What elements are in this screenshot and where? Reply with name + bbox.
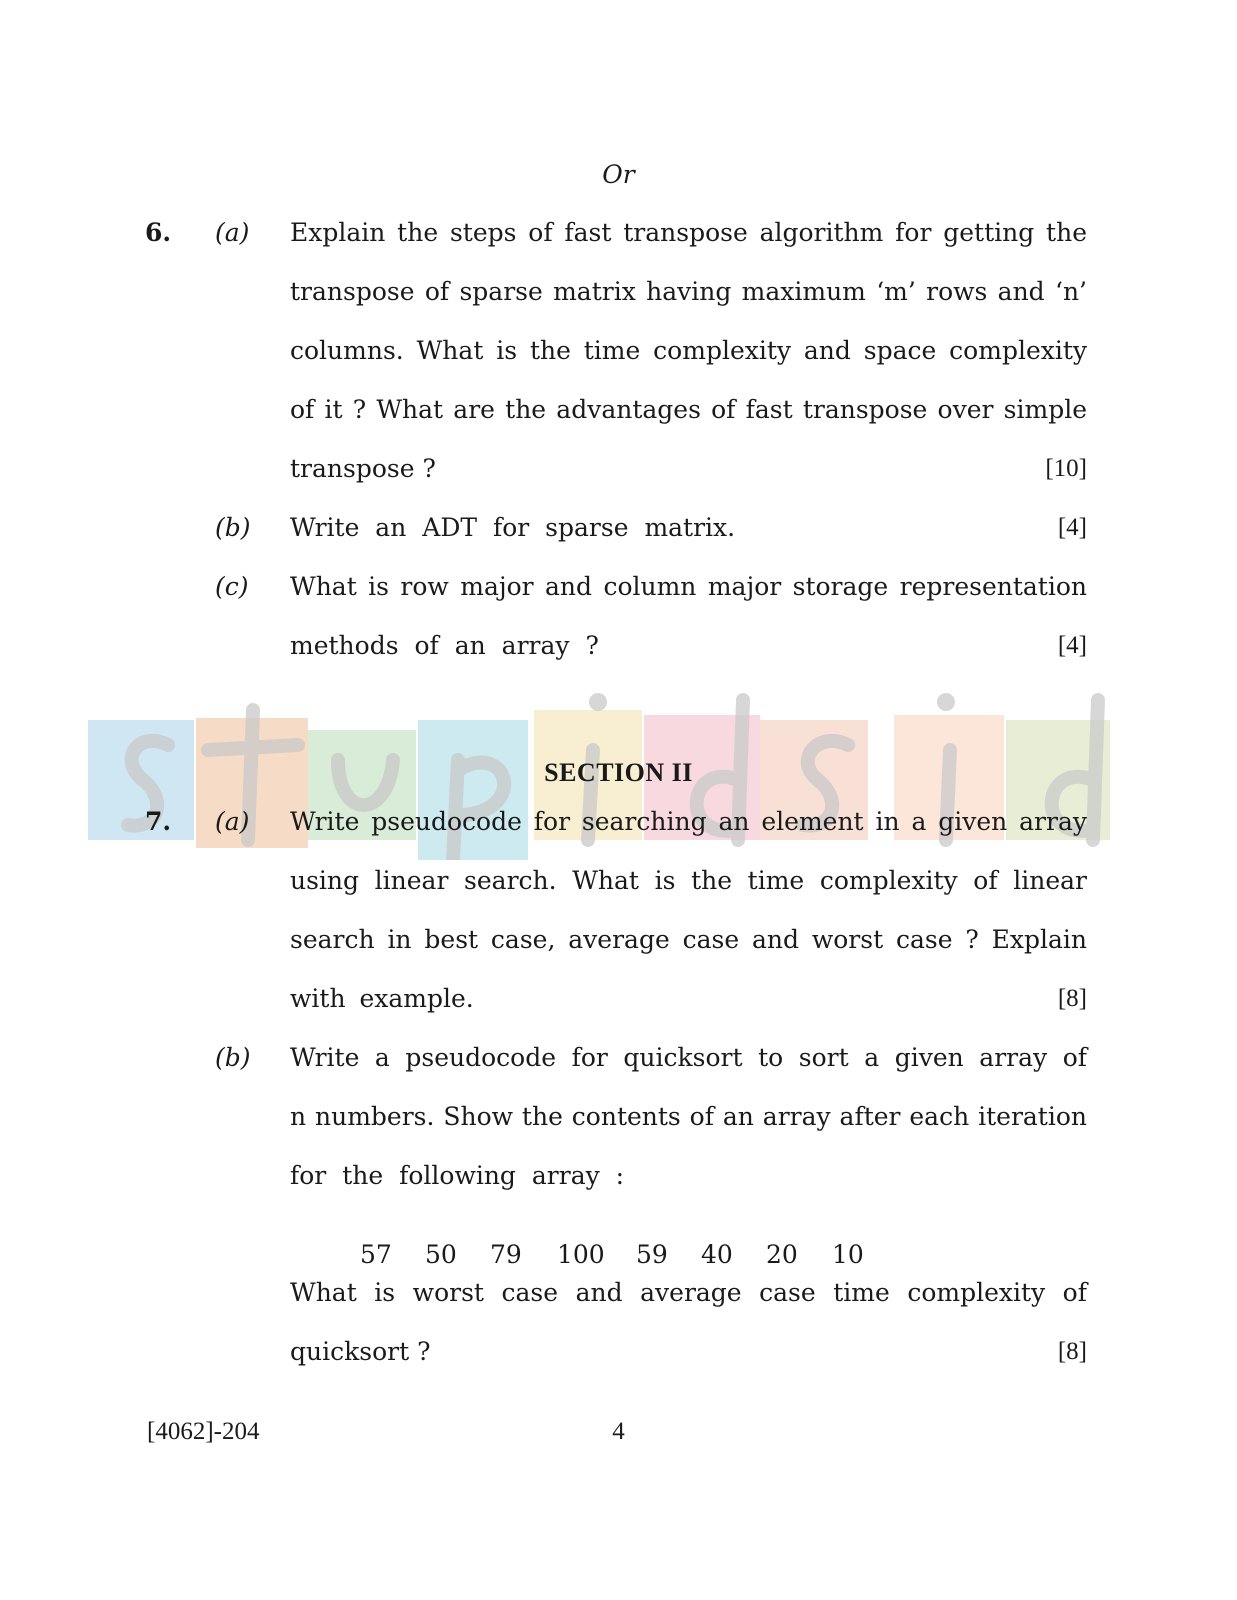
array-value: 20 — [766, 1240, 798, 1269]
watermark-dot-i2 — [937, 693, 955, 711]
page-number: 4 — [612, 1418, 625, 1445]
question-7b-marks: [8] — [1057, 1338, 1087, 1365]
question-6b-label: (b) — [215, 513, 251, 542]
section-title: SECTION II — [544, 758, 693, 787]
question-7b-label: (b) — [215, 1043, 251, 1072]
question-6b-marks: [4] — [1057, 514, 1087, 541]
question-7a-marks: [8] — [1057, 985, 1087, 1012]
question-7-number: 7. — [145, 807, 172, 836]
question-7a-line-3: search in best case, average case and worst case ? Explain — [290, 925, 1087, 954]
array-value: 40 — [701, 1240, 733, 1269]
question-6c-label: (c) — [215, 572, 249, 601]
watermark-tile-p — [418, 720, 528, 860]
question-7b-line-2: n numbers. Show the contents of an array after each iteration — [290, 1102, 1087, 1131]
question-6a-line-3: columns. What is the time complexity and space complexity — [290, 336, 1087, 365]
question-6c-line-1: What is row major and column major storage representation — [290, 572, 1087, 601]
question-6a-label: (a) — [215, 218, 250, 247]
question-6a-marks: [10] — [1045, 455, 1087, 482]
question-7a-label: (a) — [215, 807, 250, 836]
question-6b-line-1: Write an ADT for sparse matrix. — [290, 513, 736, 542]
array-value: 79 — [490, 1240, 522, 1269]
array-value: 50 — [425, 1240, 457, 1269]
array-value: 57 — [360, 1240, 392, 1269]
question-6a-line-2: transpose of sparse matrix having maximum ‘m’ rows and ‘n’ — [290, 277, 1087, 306]
paper-code: [4062]-204 — [147, 1418, 260, 1445]
question-7b-after-line-1: What is worst case and average case time complexity of — [290, 1278, 1087, 1307]
array-value: 100 — [557, 1240, 605, 1269]
question-6c-marks: [4] — [1057, 632, 1087, 659]
question-6c-line-2: methods of an array ? — [290, 631, 599, 660]
question-7a-line-1: Write pseudocode for searching an element in a given array — [290, 807, 1087, 836]
question-7a-line-4: with example. — [290, 984, 474, 1013]
array-value: 59 — [636, 1240, 668, 1269]
array-value: 10 — [832, 1240, 864, 1269]
question-6a-line-1: Explain the steps of fast transpose algorithm for getting the — [290, 218, 1087, 247]
question-7b-line-3: for the following array : — [290, 1161, 625, 1190]
question-7b-line-1: Write a pseudocode for quicksort to sort a given array of — [290, 1043, 1087, 1072]
question-6a-line-4: of it ? What are the advantages of fast transpose over simple — [290, 395, 1087, 424]
watermark-dot-i1 — [589, 693, 607, 711]
question-7b-after-line-2: quicksort ? — [290, 1337, 431, 1366]
or-label: Or — [602, 160, 635, 189]
question-6-number: 6. — [145, 218, 172, 247]
question-6a-line-5: transpose ? — [290, 454, 436, 483]
question-7a-line-2: using linear search. What is the time complexity of linear — [290, 866, 1087, 895]
